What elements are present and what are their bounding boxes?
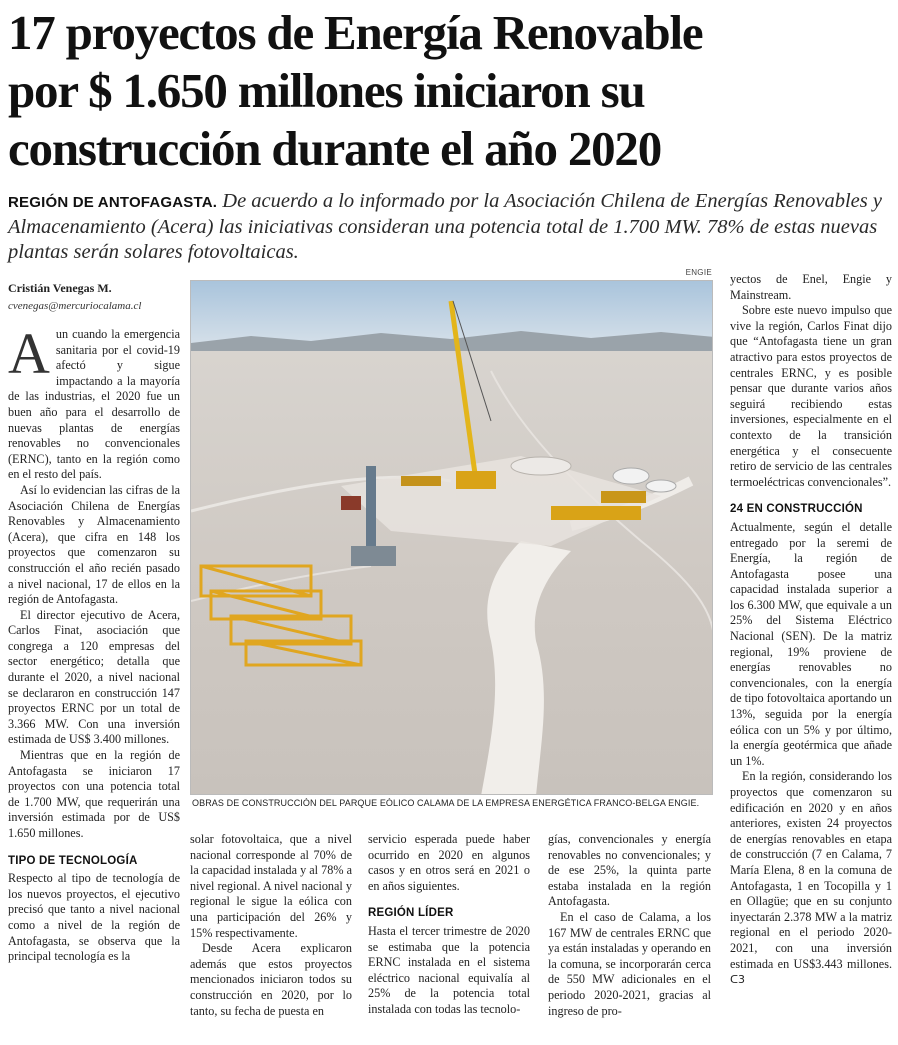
- paragraph: Respecto al tipo de tecnología de los nuevos proyectos, el ejecutivo precisó que tanto a nivel nacional como a nivel de la región de Antofagasta, se observa que la principal tecnología es la: [8, 871, 180, 964]
- deck-kicker: REGIÓN DE ANTOFAGASTA.: [8, 194, 218, 211]
- paragraph: gías, convencionales y energía renovables no convencionales; y de ese 25%, la quinta parte estaba instalada en la región Antofagasta.: [548, 832, 711, 909]
- subhead-tipo-de-tecnologia: TIPO DE TECNOLOGÍA: [8, 854, 138, 867]
- subhead-region-lider: REGIÓN LÍDER: [368, 907, 454, 920]
- paragraph: yectos de Enel, Engie y Mainstream.: [730, 272, 892, 302]
- wind-farm-construction-image: [191, 281, 713, 795]
- end-mark-icon: ᑕ3: [730, 973, 746, 987]
- author-email[interactable]: cvenegas@mercuriocalama.cl: [8, 300, 142, 312]
- paragraph: Actualmente, según el detalle entregado por la seremi de Energía, la región de Antofagasta posee una capacidad instalada superior a los 6.300 MW, que equivale a un 25% del Sistema Eléctrico Nacional (SEN). De la matriz regional, 19% proviene de energías renovables no convencionales, con la energía de tipo fotovoltaica aportando un 13%, seguida por la energía eólica con un 5% y por último, la energía geotérmica que añade un 1%.: [730, 519, 892, 768]
- construction-photo: [190, 280, 713, 795]
- paragraph: El director ejecutivo de Acera, Carlos Finat, asociación que congrega a 120 empresas del sector energético; detalla que durante el 2020, a nivel nacional se declararon en construcción 147 proyectos ERNC por un total de 3.366 MW. Con una inversión estimada de US$ 3.400 millones.: [8, 607, 180, 747]
- deck-text: De acuerdo a lo informado por la Asociación Chilena de Energías Renovables y Almacenamiento (Acera) las iniciativas consideran una potencia total de 1.700 MW. 78% de estas nuevas plantas serán solares fotovoltaicas.: [8, 190, 882, 263]
- paragraph: Así lo evidencian las cifras de la Asociación Chilena de Energías Renovables y Almacenamiento (Acera), que cifra en 148 los proyectos que comenzaron su construcción el año recién pasado a nivel nacional, 17 de ellos en la región de Antofagasta.: [8, 482, 180, 607]
- paragraph: solar fotovoltaica, que a nivel nacional corresponde al 70% de la capacidad instalada y al 78% a nivel regional. A nivel nacional y regional le sigue la eólica con una participación del 26% y 15% respectivamente.: [190, 832, 352, 940]
- byline: [8, 281, 183, 312]
- column-2: [190, 832, 352, 1042]
- photo-credit: ENGIE: [685, 268, 712, 277]
- paragraph: En la región, considerando los proyectos que comenzaron su edificación en 2020 y en años anteriores, existen 24 proyectos de energías renovables en etapa de construcción (7 en Calama, 7 María Elena, 8 en la comuna de Antofagasta, 1 en Tocopilla y 1 en Ollagüe; que en su conjunto inyectarán 2.378 MW a la matriz regional en el periodo 2020-2021, con una inversión estimada en US$3.443 millones. ᑕ3: [730, 769, 892, 987]
- dropcap: A: [8, 327, 50, 386]
- headline-line-2: por $ 1.650 millones iniciaron su: [8, 63, 645, 118]
- paragraph: Hasta el tercer trimestre de 2020 se estimaba que la potencia ERNC instalada en el sistema eléctrico nacional equivalía al 25% de la potencia total instalada con todas las tecnolo-: [368, 923, 530, 1016]
- headline: [8, 4, 893, 178]
- headline-line-3: construcción durante el año 2020: [8, 121, 662, 176]
- paragraph: En el caso de Calama, a los 167 MW de centrales ERNC que ya están instaladas y operando en la comuna, se incorporarán cerca de 550 MW adicionales en el periodo 2020-2021, gracias al ingreso de pro-: [548, 909, 711, 1018]
- paragraph: Sobre este nuevo impulso que vive la región, Carlos Finat dijo que “Antofagasta tiene un gran atractivo para estos proyectos de centrales ERNC, y es posible pensar que durante varios años seguirá recibiendo estas inversiones, especialmente en el contexto de la transición energética y el consecuente retiro de servicio de las centrales termoeléctricas convencionales”.: [730, 303, 892, 489]
- column-4: [548, 832, 711, 1042]
- column-5: [730, 272, 892, 1042]
- paragraph: servicio esperada puede haber ocurrido en 2020 en algunos casos y en otros será en 2021 o en años siguientes.: [368, 832, 530, 893]
- column-1: [8, 327, 180, 1042]
- paragraph: Desde Acera explicaron además que estos proyectos mencionados iniciaron todos su construcción en 2020, por lo tanto, su fecha de puesta en: [190, 941, 352, 1018]
- headline-line-1: 17 proyectos de Energía Renovable: [8, 5, 703, 60]
- paragraph: Mientras que en la región de Antofagasta se iniciaron 17 proyectos con una potencia total de 1.700 MW, que requerirán una inversión estimada por de US$ 1.650 millones.: [8, 748, 180, 840]
- author-name: Cristián Venegas M.: [8, 281, 112, 295]
- paragraph: Aun cuando la emergencia sanitaria por el covid-19 afectó y sigue impactando a la mayoría de las industrias, el 2020 fue un buen año para el desarrollo de nuevas plantas de energías renovables no convencionales (ERNC), tanto en la región como en el resto del país.: [8, 327, 180, 482]
- subhead-24-en-construccion: 24 EN CONSTRUCCIÓN: [730, 503, 863, 516]
- column-3: [368, 832, 530, 1042]
- photo-caption: OBRAS DE CONSTRUCCIÓN DEL PARQUE EÓLICO CALAMA DE LA EMPRESA ENERGÉTICA FRANCO-BELGA ENGIE.: [192, 798, 700, 808]
- deck: [8, 189, 893, 265]
